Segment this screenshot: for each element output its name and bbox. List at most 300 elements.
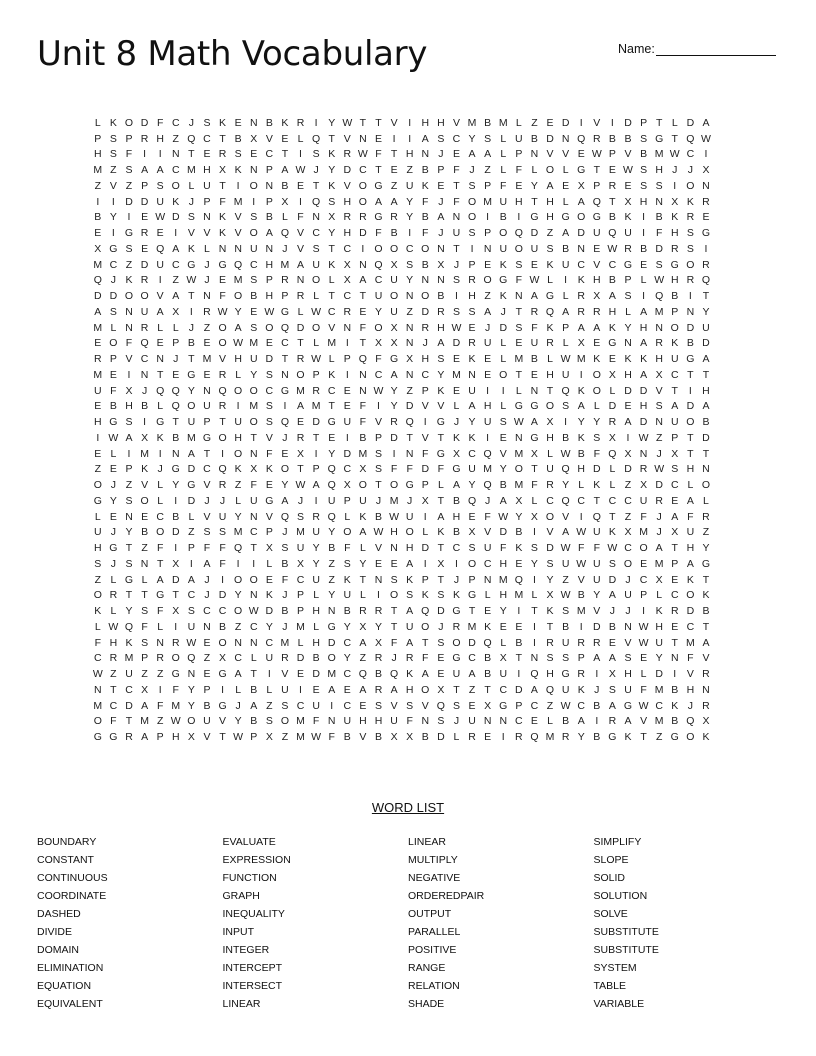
- grid-letter: S: [546, 242, 554, 255]
- grid-letter: G: [452, 652, 461, 665]
- word-list-item: NEGATIVE: [408, 872, 461, 884]
- grid-letter: S: [655, 258, 663, 271]
- grid-letter: S: [406, 699, 414, 712]
- grid-letter: E: [437, 668, 445, 681]
- grid-letter: P: [577, 652, 585, 665]
- grid-letter: R: [468, 337, 476, 350]
- grid-letter: E: [484, 353, 492, 366]
- grid-letter: V: [452, 116, 460, 129]
- grid-letter: X: [406, 353, 414, 366]
- grid-letter: G: [218, 258, 227, 271]
- grid-letter: X: [390, 321, 398, 334]
- word-list-item: SHADE: [408, 998, 445, 1010]
- grid-letter: B: [530, 353, 538, 366]
- grid-letter: B: [671, 683, 679, 696]
- grid-letter: V: [203, 731, 211, 744]
- grid-letter: K: [671, 337, 679, 350]
- grid-letter: Y: [343, 652, 351, 665]
- grid-letter: G: [623, 258, 633, 271]
- grid-letter: U: [390, 715, 398, 728]
- grid-letter: Z: [328, 557, 335, 570]
- grid-letter: I: [96, 431, 100, 444]
- grid-letter: A: [437, 510, 445, 523]
- grid-letter: G: [577, 164, 586, 177]
- grid-letter: M: [140, 715, 149, 728]
- grid-letter: I: [345, 337, 349, 350]
- grid-letter: C: [327, 384, 336, 397]
- grid-letter: F: [172, 683, 179, 696]
- grid-letter: Z: [234, 620, 242, 633]
- grid-letter: Y: [468, 479, 476, 492]
- word-list-item: SIMPLIFY: [593, 836, 642, 848]
- grid-letter: Q: [171, 400, 180, 413]
- word-list-item: SOLID: [593, 872, 626, 884]
- grid-letter: N: [421, 274, 430, 287]
- grid-letter: K: [577, 274, 585, 287]
- grid-letter: Z: [624, 479, 632, 492]
- grid-letter: Z: [125, 179, 133, 192]
- grid-letter: N: [249, 447, 258, 460]
- word-list-item: TABLE: [593, 980, 626, 992]
- grid-letter: S: [546, 557, 554, 570]
- grid-letter: U: [94, 384, 102, 397]
- grid-letter: Q: [187, 132, 196, 145]
- grid-letter: K: [671, 699, 679, 712]
- grid-letter: A: [203, 557, 211, 570]
- grid-letter: R: [468, 274, 476, 287]
- grid-letter: I: [189, 557, 193, 570]
- grid-letter: Y: [437, 368, 445, 381]
- grid-letter: K: [437, 526, 445, 539]
- grid-letter: H: [234, 353, 242, 366]
- grid-letter: C: [281, 337, 289, 350]
- grid-letter: S: [562, 400, 570, 413]
- grid-letter: H: [624, 668, 632, 681]
- grid-letter: Q: [483, 479, 492, 492]
- grid-letter: L: [547, 353, 553, 366]
- grid-letter: L: [110, 447, 117, 460]
- grid-letter: M: [280, 258, 290, 271]
- grid-letter: V: [203, 479, 211, 492]
- grid-letter: C: [109, 258, 118, 271]
- grid-letter: N: [203, 290, 211, 303]
- grid-letter: F: [640, 510, 647, 523]
- grid-letter: B: [374, 731, 382, 744]
- grid-letter: Z: [94, 573, 101, 586]
- grid-letter: I: [174, 494, 178, 507]
- grid-letter: Q: [280, 227, 289, 240]
- grid-letter: H: [655, 620, 663, 633]
- word-list-item: INTERSECT: [222, 980, 283, 992]
- grid-letter: Q: [280, 416, 289, 429]
- grid-letter: T: [390, 620, 398, 633]
- grid-letter: Y: [374, 620, 382, 633]
- grid-letter: U: [312, 573, 320, 586]
- grid-letter: A: [156, 164, 164, 177]
- grid-letter: I: [595, 668, 599, 681]
- grid-letter: P: [297, 605, 305, 618]
- grid-letter: E: [702, 211, 710, 224]
- grid-letter: R: [452, 620, 461, 633]
- grid-letter: T: [250, 668, 257, 681]
- grid-letter: Y: [655, 652, 663, 665]
- grid-letter: K: [515, 542, 523, 555]
- grid-letter: A: [312, 479, 320, 492]
- grid-letter: A: [577, 321, 585, 334]
- grid-letter: C: [639, 573, 648, 586]
- grid-letter: A: [250, 699, 258, 712]
- grid-letter: S: [141, 636, 149, 649]
- grid-letter: D: [624, 384, 632, 397]
- grid-letter: X: [640, 479, 648, 492]
- grid-letter: M: [93, 258, 103, 271]
- word-list-heading: [0, 800, 816, 815]
- grid-letter: C: [577, 258, 585, 271]
- grid-letter: Q: [655, 290, 664, 303]
- grid-letter: A: [562, 526, 570, 539]
- grid-letter: S: [515, 258, 523, 271]
- grid-letter: S: [562, 605, 570, 618]
- grid-letter: T: [172, 416, 179, 429]
- grid-letter: Q: [577, 132, 586, 145]
- grid-letter: M: [233, 526, 243, 539]
- grid-letter: I: [392, 447, 396, 460]
- grid-letter: F: [687, 510, 694, 523]
- grid-letter: D: [655, 242, 663, 255]
- grid-letter: N: [94, 683, 102, 696]
- grid-letter: D: [499, 526, 508, 539]
- grid-letter: D: [437, 731, 445, 744]
- grid-letter: B: [515, 526, 523, 539]
- grid-letter: G: [405, 479, 414, 492]
- grid-letter: Y: [702, 542, 710, 555]
- grid-letter: N: [296, 274, 305, 287]
- grid-letter: G: [327, 620, 336, 633]
- grid-letter: H: [639, 400, 648, 413]
- grid-row: [90, 241, 730, 257]
- grid-letter: H: [452, 510, 461, 523]
- grid-letter: L: [547, 715, 553, 728]
- grid-letter: H: [405, 683, 414, 696]
- grid-letter: H: [639, 321, 648, 334]
- grid-letter: O: [343, 526, 352, 539]
- grid-letter: P: [203, 683, 211, 696]
- grid-letter: N: [359, 368, 367, 381]
- grid-letter: X: [546, 589, 554, 602]
- grid-letter: A: [234, 668, 242, 681]
- grid-letter: F: [141, 620, 148, 633]
- grid-letter: O: [234, 573, 243, 586]
- grid-row: [90, 257, 730, 273]
- grid-letter: J: [453, 715, 460, 728]
- grid-letter: A: [468, 400, 476, 413]
- grid-letter: Z: [546, 227, 554, 240]
- grid-letter: R: [296, 431, 305, 444]
- grid-letter: D: [296, 321, 305, 334]
- grid-letter: A: [359, 683, 367, 696]
- grid-letter: T: [453, 683, 460, 696]
- grid-letter: Z: [484, 164, 491, 177]
- grid-letter: I: [111, 227, 115, 240]
- grid-letter: R: [312, 384, 320, 397]
- grid-letter: R: [593, 636, 601, 649]
- grid-letter: X: [655, 368, 663, 381]
- grid-letter: C: [171, 164, 180, 177]
- grid-letter: I: [158, 683, 162, 696]
- grid-letter: B: [250, 683, 258, 696]
- grid-letter: I: [486, 211, 490, 224]
- grid-letter: X: [702, 164, 710, 177]
- grid-letter: C: [109, 699, 118, 712]
- grid-letter: C: [608, 494, 617, 507]
- grid-letter: O: [249, 384, 258, 397]
- word-list-item: INEQUALITY: [222, 908, 285, 920]
- grid-letter: K: [421, 179, 429, 192]
- grid-letter: T: [593, 494, 600, 507]
- grid-letter: P: [265, 195, 273, 208]
- grid-letter: P: [671, 305, 679, 318]
- grid-letter: G: [374, 179, 383, 192]
- grid-letter: J: [687, 699, 693, 712]
- grid-letter: L: [157, 321, 164, 334]
- grid-letter: G: [670, 731, 679, 744]
- grid-letter: M: [296, 731, 305, 744]
- grid-letter: I: [454, 557, 458, 570]
- grid-letter: G: [187, 368, 196, 381]
- grid-letter: K: [655, 605, 663, 618]
- grid-letter: Z: [359, 652, 367, 665]
- grid-letter: X: [219, 164, 227, 177]
- grid-row: [90, 714, 730, 730]
- grid-letter: L: [531, 494, 538, 507]
- grid-letter: S: [203, 526, 211, 539]
- name-field: [618, 42, 776, 56]
- grid-letter: J: [656, 447, 662, 460]
- grid-letter: I: [252, 195, 256, 208]
- grid-letter: U: [218, 510, 227, 523]
- grid-letter: Y: [328, 589, 336, 602]
- grid-letter: B: [608, 620, 616, 633]
- grid-letter: A: [390, 195, 398, 208]
- grid-letter: N: [437, 274, 445, 287]
- grid-letter: R: [468, 731, 476, 744]
- grid-letter: O: [686, 258, 695, 271]
- grid-letter: I: [595, 715, 599, 728]
- grid-letter: B: [234, 132, 242, 145]
- grid-letter: L: [110, 573, 117, 586]
- grid-letter: A: [686, 494, 694, 507]
- grid-letter: F: [640, 683, 647, 696]
- grid-letter: S: [125, 416, 133, 429]
- grid-row: [90, 383, 730, 399]
- grid-letter: O: [421, 290, 430, 303]
- grid-letter: W: [357, 148, 368, 161]
- grid-letter: I: [361, 242, 365, 255]
- grid-letter: L: [297, 636, 304, 649]
- grid-letter: L: [250, 652, 257, 665]
- grid-letter: F: [344, 542, 351, 555]
- grid-letter: R: [670, 605, 679, 618]
- grid-letter: G: [436, 447, 445, 460]
- grid-letter: N: [405, 368, 414, 381]
- grid-letter: R: [702, 510, 710, 523]
- grid-letter: J: [204, 589, 210, 602]
- grid-letter: W: [311, 731, 322, 744]
- grid-letter: N: [624, 620, 632, 633]
- grid-letter: N: [530, 384, 539, 397]
- grid-letter: A: [297, 258, 305, 271]
- grid-letter: U: [624, 683, 632, 696]
- word-list-item: CONSTANT: [37, 854, 94, 866]
- grid-letter: J: [282, 620, 288, 633]
- grid-letter: W: [389, 510, 400, 523]
- grid-letter: I: [96, 195, 100, 208]
- grid-letter: S: [109, 132, 117, 145]
- grid-letter: E: [109, 510, 117, 523]
- grid-letter: R: [374, 605, 383, 618]
- grid-letter: U: [94, 526, 102, 539]
- grid-letter: F: [453, 195, 460, 208]
- grid-letter: R: [218, 400, 227, 413]
- grid-letter: E: [94, 227, 102, 240]
- grid-letter: X: [250, 132, 258, 145]
- grid-letter: J: [500, 305, 506, 318]
- grid-letter: E: [265, 573, 273, 586]
- grid-letter: A: [686, 557, 694, 570]
- grid-letter: R: [390, 416, 398, 429]
- grid-letter: I: [517, 211, 521, 224]
- grid-letter: O: [483, 274, 492, 287]
- grid-letter: D: [655, 479, 663, 492]
- grid-letter: O: [701, 479, 711, 492]
- grid-letter: O: [249, 227, 258, 240]
- grid-letter: A: [640, 368, 648, 381]
- grid-row: [90, 178, 730, 194]
- grid-letter: T: [531, 195, 538, 208]
- grid-letter: N: [499, 715, 508, 728]
- grid-letter: L: [297, 305, 304, 318]
- grid-letter: W: [451, 321, 462, 334]
- word-list-item: SUBSTITUTE: [593, 926, 659, 938]
- grid-letter: M: [233, 274, 243, 287]
- grid-letter: N: [483, 715, 492, 728]
- grid-letter: F: [531, 321, 538, 334]
- grid-letter: L: [94, 116, 101, 129]
- grid-letter: O: [467, 211, 477, 224]
- grid-letter: U: [249, 494, 258, 507]
- grid-letter: M: [249, 400, 259, 413]
- grid-letter: A: [234, 321, 242, 334]
- grid-letter: P: [515, 699, 523, 712]
- grid-letter: C: [234, 652, 242, 665]
- grid-letter: U: [343, 416, 352, 429]
- grid-letter: K: [686, 195, 694, 208]
- grid-letter: O: [499, 227, 508, 240]
- grid-letter: L: [562, 164, 569, 177]
- grid-letter: C: [203, 132, 211, 145]
- grid-letter: W: [638, 699, 649, 712]
- grid-letter: V: [109, 179, 117, 192]
- grid-letter: X: [624, 195, 632, 208]
- grid-letter: A: [156, 573, 164, 586]
- word-list-item: LINEAR: [408, 836, 446, 848]
- grid-letter: M: [186, 431, 196, 444]
- grid-letter: R: [530, 305, 539, 318]
- word-list-item: LINEAR: [222, 998, 261, 1010]
- grid-letter: L: [500, 148, 507, 161]
- word-search-grid: [90, 115, 730, 745]
- grid-letter: X: [702, 715, 710, 728]
- grid-letter: H: [265, 258, 274, 271]
- grid-letter: N: [327, 605, 336, 618]
- grid-letter: T: [328, 242, 335, 255]
- grid-letter: E: [530, 715, 538, 728]
- grid-letter: F: [484, 510, 491, 523]
- grid-letter: S: [125, 164, 133, 177]
- grid-letter: N: [670, 652, 679, 665]
- grid-letter: O: [405, 526, 414, 539]
- grid-letter: A: [374, 195, 382, 208]
- grid-letter: U: [546, 463, 554, 476]
- grid-letter: B: [702, 605, 710, 618]
- grid-letter: C: [483, 557, 492, 570]
- grid-letter: B: [655, 211, 663, 224]
- grid-letter: B: [484, 116, 492, 129]
- grid-letter: G: [686, 353, 695, 366]
- grid-letter: C: [343, 463, 352, 476]
- grid-letter: R: [655, 337, 663, 350]
- grid-letter: Y: [406, 211, 414, 224]
- grid-letter: C: [203, 463, 211, 476]
- grid-letter: X: [172, 605, 180, 618]
- grid-letter: V: [562, 510, 570, 523]
- grid-letter: I: [299, 195, 302, 208]
- grid-letter: H: [608, 305, 617, 318]
- grid-letter: P: [141, 652, 149, 665]
- grid-letter: M: [654, 148, 664, 161]
- grid-letter: P: [94, 132, 102, 145]
- grid-letter: G: [452, 605, 461, 618]
- grid-letter: R: [203, 305, 211, 318]
- grid-letter: G: [171, 668, 180, 681]
- grid-letter: K: [437, 384, 445, 397]
- grid-letter: D: [421, 305, 430, 318]
- grid-letter: A: [390, 368, 398, 381]
- grid-letter: Q: [327, 510, 336, 523]
- grid-letter: F: [500, 542, 507, 555]
- grid-letter: Y: [125, 605, 133, 618]
- grid-letter: P: [172, 337, 180, 350]
- grid-letter: M: [452, 368, 461, 381]
- grid-letter: E: [297, 179, 305, 192]
- grid-letter: E: [297, 668, 305, 681]
- grid-letter: O: [452, 636, 461, 649]
- grid-letter: H: [546, 431, 554, 444]
- grid-letter: T: [375, 164, 382, 177]
- grid-letter: J: [313, 164, 319, 177]
- grid-letter: Z: [484, 290, 491, 303]
- grid-letter: G: [467, 589, 477, 602]
- grid-letter: Q: [218, 384, 227, 397]
- grid-letter: A: [125, 431, 133, 444]
- grid-letter: T: [702, 620, 710, 633]
- grid-letter: Y: [109, 211, 117, 224]
- grid-letter: M: [93, 164, 103, 177]
- grid-letter: F: [266, 447, 273, 460]
- grid-letter: S: [624, 290, 632, 303]
- grid-letter: W: [170, 715, 181, 728]
- grid-letter: S: [125, 557, 133, 570]
